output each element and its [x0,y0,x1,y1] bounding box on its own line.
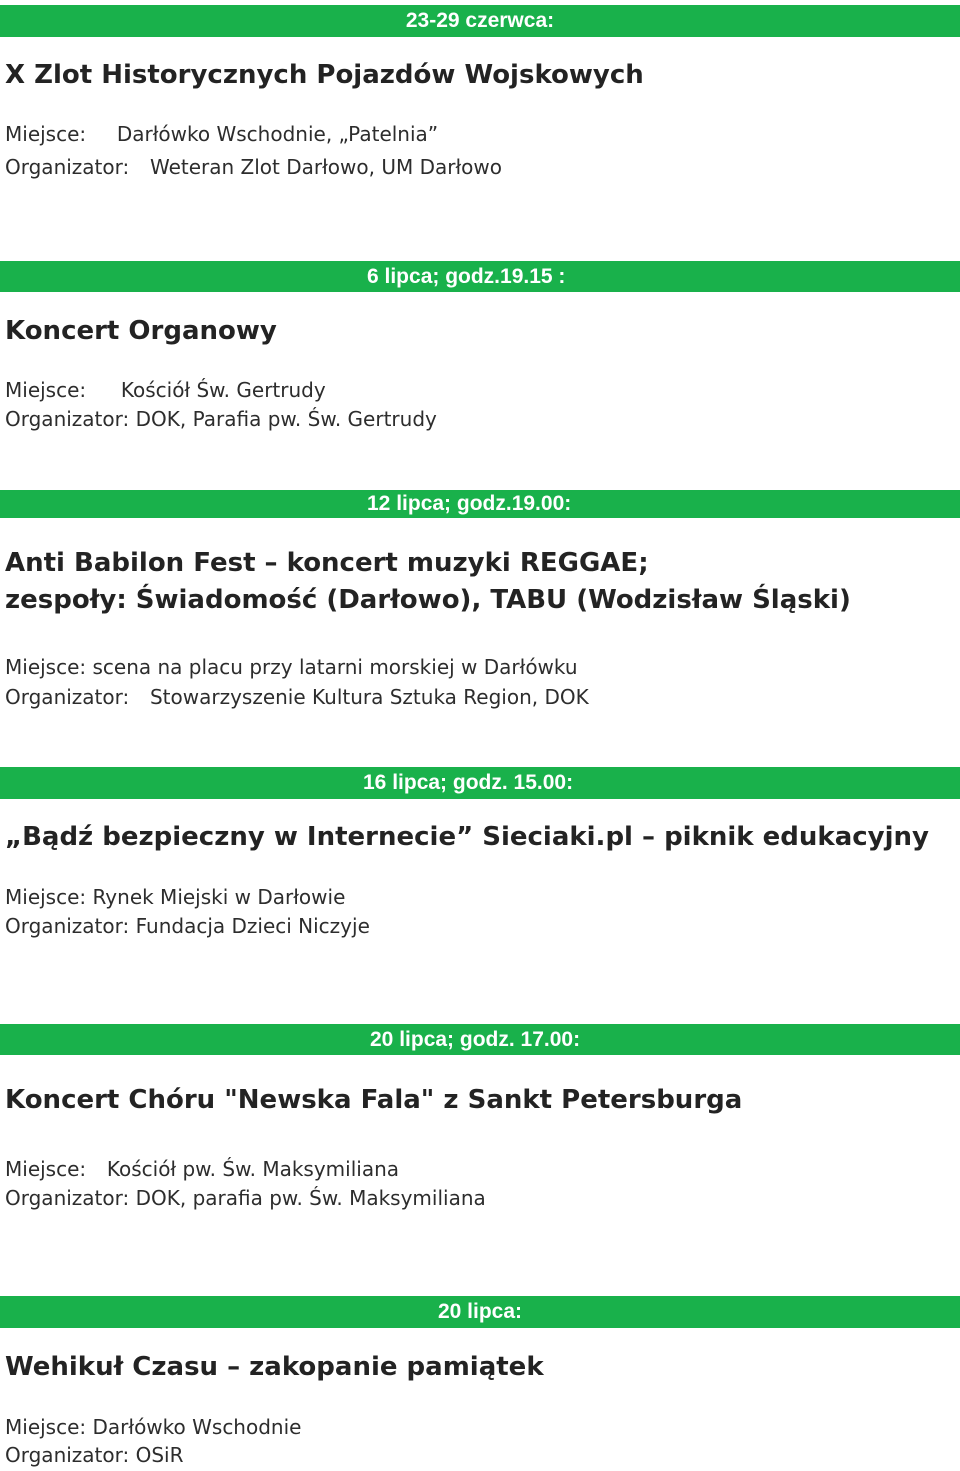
organizer-value: DOK, parafia pw. Św. Maksymiliana [135,1186,486,1210]
event-title: Koncert Chóru "Newska Fala" z Sankt Petersburga [5,1085,743,1115]
organizer-label: Organizator: [5,914,130,938]
event-organizer [5,914,370,938]
event-title: „Bądź bezpieczny w Internecie” Sieciaki.pl – piknik edukacyjny [5,822,929,852]
organizer-label: Organizator: [5,155,130,179]
event-place [5,122,438,146]
place-value: Rynek Miejski w Darłowie [92,885,346,909]
place-label: Miejsce: [5,1157,87,1181]
organizer-value: Weteran Zlot Darłowo, UM Darłowo [149,155,502,179]
place-value: Kościół pw. Św. Maksymiliana [106,1157,400,1181]
event-place [5,885,345,909]
event-date-bar [0,1024,960,1055]
event-date-bar [0,261,960,292]
place-label: Miejsce: [5,122,87,146]
organizer-value: OSiR [135,1443,184,1467]
place-label: Miejsce: [5,378,87,402]
event-date: 6 lipca; godz.19.15 : [367,264,566,288]
event-title: X Zlot Historycznych Pojazdów Wojskowych [5,60,644,90]
place-value: scena na placu przy latarni morskiej w Darłówku [92,655,578,679]
event-organizer [5,155,502,179]
event-title-line-1: Anti Babilon Fest – koncert muzyki REGGAE; [5,548,649,578]
event-place [5,1415,301,1439]
organizer-label: Organizator: [5,1443,130,1467]
place-label: Miejsce: [5,1415,87,1439]
event-date-bar [0,490,960,518]
event-date-bar [0,5,960,37]
event-title: Koncert Organowy [5,316,277,346]
place-value: Darłówko Wschodnie, „Patelnia” [116,122,439,146]
event-organizer [5,407,437,431]
organizer-label: Organizator: [5,407,130,431]
event-date: 20 lipca: [437,1300,523,1323]
event-title-line-2: zespoły: Świadomość (Darłowo), TABU (Wodzisław Śląski) [5,585,851,615]
place-value: Kościół Św. Gertrudy [120,378,326,402]
event-date: 16 lipca; godz. 15.00: [363,771,574,794]
event-organizer [5,1443,184,1467]
place-label: Miejsce: [5,885,87,909]
organizer-label: Organizator: [5,685,130,709]
event-date-bar [0,767,960,799]
event-date: 23-29 czerwca: [405,9,555,32]
event-date: 20 lipca; godz. 17.00: [370,1027,581,1051]
event-date-bar [0,1296,960,1328]
event-organizer [5,685,589,709]
organizer-label: Organizator: [5,1186,130,1210]
organizer-value: Fundacja Dzieci Niczyje [135,914,370,938]
event-title: Wehikuł Czasu – zakopanie pamiątek [5,1352,544,1382]
event-place [5,1157,399,1181]
event-date: 12 lipca; godz.19.00: [367,492,572,515]
event-place [5,378,326,402]
organizer-value: Stowarzyszenie Kultura Sztuka Region, DOK [149,685,589,709]
event-place [5,655,578,679]
event-organizer [5,1186,486,1210]
place-label: Miejsce: [5,655,87,679]
organizer-value: DOK, Parafia pw. Św. Gertrudy [135,407,437,431]
place-value: Darłówko Wschodnie [92,1415,302,1439]
